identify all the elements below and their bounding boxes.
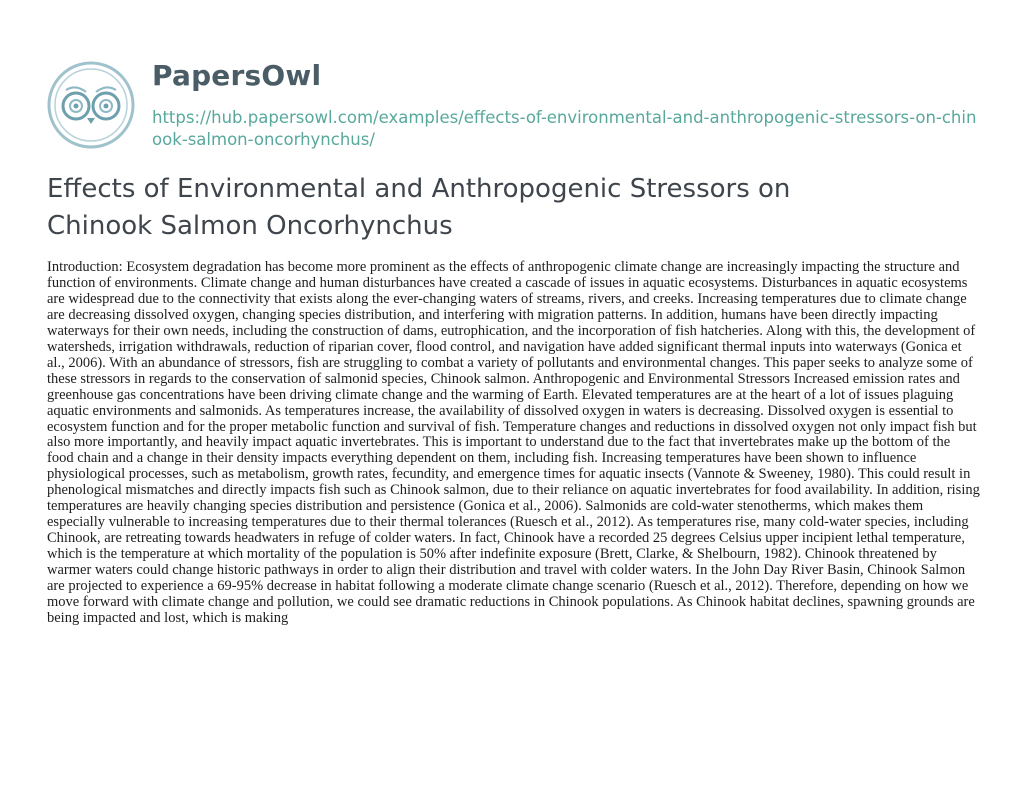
page-title: Effects of Environmental and Anthropogenic Stressors on Chinook Salmon Oncorhynchus <box>47 174 791 241</box>
body-text: Introduction: Ecosystem degradation has become more prominent as the effects of anthropogenic climate change are increasingly impacting the structure and function of environments. Climate change and human disturbances have created a cascade of issues in aquatic ecosystems. Disturbances in aquatic ecosystems are widespread due to the connectivity that exists along the ever-changing waters of streams, rivers, and creeks. Increasing temperatures due to climate change are decreasing dissolved oxygen, changing species distribution, and interfering with migration patterns. In addition, humans have been directly impacting waterways for their own needs, including the construction of dams, eutrophication, and the incorporation of fish hatcheries. Along with this, the development of watersheds, irrigation withdrawals, reduction of riparian cover, flood control, and navigation have added significant thermal inputs into waterways (Gonica et al., 2006). With an abundance of stressors, fish are struggling to combat a variety of pollutants and environmental changes. This paper seeks to analyze some of these stressors in regards to the conservation of salmonid species, Chinook salmon. Anthropogenic and Environmental Stressors Increased emission rates and greenhouse gas concentrations have been driving climate change and the warming of Earth. Elevated temperatures are at the heart of a lot of issues plaguing aquatic environments and salmonids. As temperatures increase, the availability of dissolved oxygen in waters is decreasing. Dissolved oxygen is essential to ecosystem function and for the proper metabolic function and survival of fish. Temperature changes and reductions in dissolved oxygen not only impact fish but also more importantly, and heavily impact aquatic invertebrates. This is important to understand due to the fact that invertebrates make up the bottom of the food chain and a change in their density impacts everything dependent on them, including fish. Increasing temperatures have been shown to influence physiological processes, such as metabolism, growth rates, fecundity, and emergence times for aquatic insects (Vannote & Sweeney, 1980). This could result in phenological mismatches and directly impacts fish such as Chinook salmon, due to their reliance on aquatic invertebrates for food availability. In addition, rising temperatures are heavily changing species distribution and persistence (Gonica et al., 2006). Salmonids are cold-water stenotherms, which makes them especially vulnerable to increasing temperatures due to their thermal tolerances (Ruesch et al., 2012). As temperatures rise, many cold-water species, including Chinook, are retreating towards headwaters in refuge of colder waters. In fact, Chinook have a recorded 25 degrees Celsius upper incipient lethal temperature, which is the temperature at which mortality of the population is 50% after indefinite exposure (Brett, Clarke, & Shelbourn, 1982). Chinook threatened by warmer waters could change historic pathways in order to align their distribution and travel with colder waters. In the John Day River Basin, Chinook Salmon are projected to experience a 69-95% decrease in habitat following a moderate climate change scenario (Ruesch et al., 2012). Therefore, depending on how we move forward with climate change and pollution, we could see dramatic reductions in Chinook populations. As Chinook habitat declines, spawning grounds are being impacted and lost, which is making <box>47 260 980 626</box>
logo-graphic <box>46 60 136 150</box>
owl-eyes-logo-icon[interactable] <box>46 60 136 150</box>
site-header <box>46 52 986 162</box>
brand-name[interactable]: PapersOwl <box>152 59 322 92</box>
source-url-link[interactable]: https://hub.papersowl.com/examples/effects-of-environmental-and-anthropogenic-stressors-on-chinook-salmon-oncorhynchus/ <box>152 108 977 149</box>
